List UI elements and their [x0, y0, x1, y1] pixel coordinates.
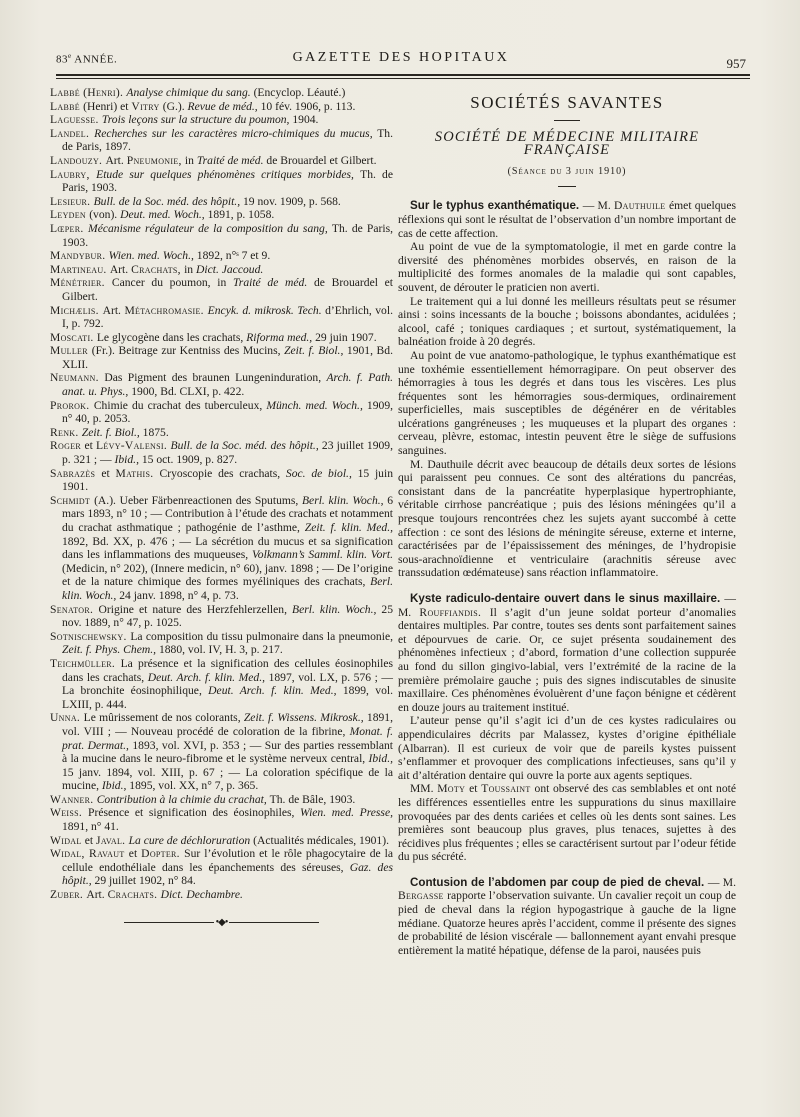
- text-run: Présence et signification des éosinophiles,: [88, 806, 301, 820]
- author-name: Widal: [50, 833, 85, 847]
- italic-text: Münch. med. Woch.,: [266, 398, 367, 412]
- text-run: (von).: [89, 208, 121, 222]
- bibliography-entry: [50, 426, 393, 440]
- text-run: (G.).: [162, 99, 188, 113]
- text-run: et: [128, 847, 142, 861]
- text-run: 1895, vol. XX, n° 7, p. 365.: [129, 779, 259, 793]
- text-run: Au point de vue anatomo-pathologique, le typhus exanthématique est une toxhémie essentiellement hémorragipare. On peut observer des hémorragies à tous les degrés et dans tous les viscères. Les plus fréquentes sont les hémorragies sous-dermiques, ordinairement superficielles, mais susceptibles de dégénérer en de véritables ulcérations gangréneuses ; les muqueuses et la plupart des organes : cerveau, plèvre, estomac, intestin peuvent être le siège de suffusions sanguines.: [398, 348, 736, 458]
- article-heading: Kyste radiculo-dentaire ouvert dans le sinus maxillaire.: [410, 592, 725, 605]
- author-name: Landouzy.: [50, 153, 106, 167]
- text-run: 23 juillet 1909, p. 321 ; —: [62, 439, 393, 467]
- italic-text: Wien. med. Presse,: [300, 806, 393, 820]
- year-word: ANNÉE.: [74, 53, 118, 66]
- italic-text: Ibid.,: [114, 453, 142, 467]
- text-run: 1891, p. 1058.: [207, 208, 275, 222]
- author-name: Weiss.: [50, 806, 89, 820]
- bibliography-entry: [50, 494, 393, 603]
- author-name: Moscati.: [50, 330, 97, 344]
- italic-text: Zeit. f. Wissens. Mikrosk.,: [243, 711, 367, 725]
- article-paragraph: [398, 458, 736, 580]
- end-ornament: •◆•: [50, 916, 393, 930]
- text-run: 1893, vol. XVI, p. 353 ; — Sur des parties ressemblant à la mucine dans le neuro-fibrome et le système nerveux central,: [62, 738, 394, 766]
- text-run: d’Ehrlich, vol. I, p. 792.: [62, 303, 393, 331]
- author-name: Laguesse.: [50, 113, 102, 127]
- article-paragraph: [398, 876, 736, 958]
- text-run: Le glycogène dans les crachats,: [96, 330, 247, 344]
- italic-text: Encyk. d. mikrosk. Tech.: [207, 303, 326, 317]
- section-rule: [554, 120, 580, 121]
- societes-column: [398, 86, 736, 957]
- article-paragraph: [398, 199, 736, 240]
- text-run: 1892, n°ˢ 7 et 9.: [196, 249, 271, 263]
- author-name: Unna.: [50, 711, 84, 725]
- text-run: 1892, Bd. XX, p. 476 ; — La sécrétion du mucus et sa signification dans les inflammations des muqueuses,: [62, 534, 393, 562]
- author-name: Prorok.: [50, 398, 94, 412]
- author-name: Senator.: [50, 602, 99, 616]
- text-run: 15 oct. 1909, p. 827.: [141, 453, 238, 467]
- text-run: Le mûrissement de nos colorants,: [83, 711, 244, 725]
- author-name: Dauthuile: [613, 199, 670, 213]
- author-name: Vitry: [131, 99, 163, 113]
- author-name: Crachats.: [107, 888, 161, 902]
- seance-rule: [558, 186, 576, 187]
- text-run: Th. de Paris, 1897.: [62, 126, 393, 154]
- text-run: 1899, vol. LXIII, p. 444.: [62, 684, 393, 711]
- italic-text: Zeit. f. Phys. Chem.,: [62, 643, 159, 657]
- italic-text: Gaz. des hôpit.,: [62, 860, 394, 888]
- italic-text: Ibid.,: [368, 752, 393, 766]
- text-run: Art.: [102, 303, 125, 317]
- text-run: rapporte l’observation suivante. Un cavalier reçoit un coup de pied de cheval dans la région hypogastrique à gauche de la ligne médiane. Quatorze heures après l’accident, comme il présente des signes de probabilité de lésion viscérale — ballonnement ayant envahi presque entièrement la matité hépatique, défense de la paroi, nausées puis: [398, 889, 736, 957]
- text-run: (Actualités médicales, 1901).: [253, 833, 389, 847]
- text-run: Cryoscopie des crachats,: [159, 466, 286, 480]
- italic-text: Ibid.,: [101, 779, 130, 793]
- bibliography-entry: [50, 371, 393, 398]
- text-run: 24 janv. 1898, n° 4, p. 73.: [119, 588, 239, 602]
- italic-text: La cure de déchloruration: [128, 833, 254, 847]
- author-name: Mandybur.: [50, 249, 109, 263]
- bibliography-entry: [50, 603, 393, 630]
- italic-text: Wien. med. Woch.,: [108, 249, 197, 263]
- italic-text: Revue de méd.,: [187, 99, 261, 113]
- article-paragraph: [398, 592, 736, 714]
- text-run: Th. de Bâle, 1903.: [269, 792, 356, 806]
- author-name: Widal, Ravaut: [50, 847, 129, 861]
- bibliography-entry: [50, 304, 393, 331]
- author-name: Bergasse: [398, 889, 448, 903]
- page-header: [56, 50, 746, 70]
- bibliography-entry: [50, 793, 393, 807]
- italic-text: Trois leçons sur la structure du poumon,: [101, 113, 293, 127]
- text-run: et: [101, 466, 116, 480]
- text-run: 29 juin 1907.: [315, 330, 377, 344]
- author-name: Muller: [50, 344, 92, 358]
- text-run: 10 fév. 1906, p. 113.: [260, 99, 356, 113]
- bibliography-entry: [50, 888, 393, 902]
- text-run: Sur l’évolution et le rôle phagocytaire de la cellule endothéliale dans les épanchements des séreuses,: [62, 847, 393, 874]
- section-title: SOCIÉTÉS SAVANTES: [470, 93, 664, 112]
- text-run: La composition du tissu pulmonaire dans la pneumonie,: [130, 629, 393, 643]
- bibliography-entry: [50, 630, 393, 657]
- author-name: Lesieur.: [50, 194, 94, 208]
- bibliography-entry: [50, 834, 393, 848]
- text-run: (Encyclop. Léauté.): [253, 86, 346, 99]
- author-name: Laubry,: [50, 167, 97, 181]
- text-run: émet quelques réflexions qui sont le résultat de l’observation d’un nombre important de cas de cette affection.: [398, 199, 736, 240]
- text-run: — M.: [398, 592, 736, 619]
- text-run: (Henri) et: [83, 99, 132, 113]
- article-paragraph: [398, 782, 736, 864]
- bibliography-entry: [50, 276, 393, 303]
- author-name: Leyden: [50, 208, 90, 222]
- author-name: Teichmüller.: [50, 656, 121, 670]
- author-name: Schmidt: [50, 493, 95, 507]
- author-name: Rouffiandis.: [419, 605, 490, 619]
- article-paragraph: [398, 295, 736, 349]
- text-run: 1880, vol. IV, H. 3, p. 217.: [158, 643, 283, 657]
- author-name: Zuber.: [50, 888, 87, 902]
- text-run: 15 juin 1901.: [62, 466, 393, 494]
- text-run: ont observé des cas semblables et ont noté les différences essentielles entre les suppurations du sinus maxillaire provoquées par des dents cariées et celles où les dents sont saines. Les premières sont beaucoup plus graves, plus tenaces, sujettes à des récidives plus fréquentes ; elles se caractérisent surtout par l’odeur fétide du pus sécrété.: [398, 782, 737, 864]
- author-name: Sabrazès: [50, 466, 102, 480]
- italic-text: Berl. klin. Woch.,: [62, 575, 393, 602]
- italic-text: Bull. de la Soc. méd. des hôpit.,: [170, 439, 322, 453]
- text-run: (A.). Ueber Färbenreactionen des Sputums,: [94, 493, 302, 507]
- italic-text: Zeit. f. klin. Med.,: [304, 521, 393, 534]
- italic-text: Berl. klin. Woch.,: [292, 602, 382, 616]
- bibliography-entry: [50, 711, 393, 793]
- text-run: — M.: [582, 199, 614, 213]
- article: [398, 199, 736, 580]
- text-run: et: [469, 782, 482, 796]
- article-heading: Sur le typhus exanthématique.: [410, 199, 583, 213]
- bibliography-entry: [50, 86, 393, 100]
- text-run: Art.: [86, 888, 108, 902]
- journal-title: GAZETTE DES HOPITAUX: [292, 50, 510, 65]
- text-run: L’auteur pense qu’il s’agit ici d’un de ces kystes radiculaires ou appendiculaires décrits par Malassez, kystes d’origine épithéliale (Albarran). Il est curieux de voir que de pareils kystes puissent s’enflammer et provoquer des complications infectieuses, sans qu’il y ait d’altération dentaire qui ouvre la porte aux agents septiques.: [398, 714, 736, 782]
- text-run: 1904.: [292, 113, 319, 127]
- author-name: Michælis.: [50, 303, 103, 317]
- author-name: Dopter.: [141, 847, 185, 861]
- italic-text: Recherches sur les caractères micro-chimiques du mucus,: [94, 126, 378, 140]
- text-run: Art.: [109, 262, 132, 276]
- bibliography-entry: [50, 439, 393, 466]
- text-run: (Medicin, n° 202), (Innere medicin, n° 60), janv. 1898 ; — De l’origine et de la nature chimique des formes myéliniques des crachats,: [62, 561, 393, 589]
- bibliography-entry: [50, 195, 393, 209]
- italic-text: Deut. med. Woch.,: [120, 208, 208, 222]
- text-run: et: [84, 439, 97, 453]
- text-run: 25 nov. 1889, n° 47, p. 1025.: [62, 602, 394, 630]
- text-run: et: [84, 833, 97, 847]
- text-run: 1900, Bd. CLXI, p. 422.: [131, 385, 245, 399]
- year-number: 83: [56, 53, 68, 66]
- italic-text: Traité de méd.: [233, 276, 314, 290]
- text-run: 6 mars 1893, n° 10 ; — Contribution à l’étude des crachats et notamment du crachat asthmatique ; pathogénie de l’asthme,: [62, 493, 393, 534]
- text-run: Das Pigment des braunen Lungeninduration,: [104, 371, 327, 385]
- author-name: Landel.: [50, 126, 95, 140]
- bibliography-entry: [50, 222, 393, 249]
- bibliography-entry: [50, 331, 393, 345]
- text-run: in: [184, 153, 197, 167]
- author-name: Ménétrier.: [50, 276, 112, 290]
- text-run: de Brouardel et Gilbert.: [62, 276, 394, 303]
- text-run: 1875.: [142, 425, 169, 439]
- italic-text: Analyse chimique du sang.: [126, 86, 254, 99]
- text-run: Origine et nature des Herzfehlerzellen,: [98, 602, 293, 616]
- text-run: Il s’agit d’un jeune soldat porteur d’anomalies dentaires multiples. Par contre, toutes ses dents sont parfaitement saines et dépourvues de carie. Or, ce sujet présenta soudainement des phénomènes infectieux ; d’abord, formation d’une collection suppurée au fond du sillon gingivo-labial, vers l’extrémité de la racine de la première prémolaire gauche ; puis des signes indiscutables de sinusite maxillaire. Ces phénomènes évoluèrent d’une façon bénigne et cédèrent en douze jours au traitement institué.: [398, 605, 736, 714]
- text-run: Le traitement qui a lui donné les meilleurs résultats peut se résumer ainsi : soins incessants de la bouche ; boissons abondantes, acidulées ; alcool, café ; toniques cardiaques ; et surtout, systématiquement, la balnéation froide à 20 degrés.: [398, 294, 736, 349]
- text-run: 15 janv. 1894, vol. XIII, p. 67 ; — La coloration spécifique de la mucine,: [62, 765, 393, 793]
- bibliography-entry: [50, 263, 393, 277]
- text-run: 1891, n° 41.: [62, 820, 119, 834]
- text-run: 1891, vol. VIII ; — Nouveau procédé de coloration de la fibrine,: [62, 711, 393, 738]
- bibliography-entry: [50, 467, 393, 494]
- article-paragraph: [398, 240, 736, 294]
- italic-text: Traité de méd.: [196, 153, 267, 167]
- bibliography-entry: [50, 100, 393, 114]
- article-paragraph: [398, 714, 736, 782]
- author-name: Martineau.: [50, 262, 110, 276]
- bibliography-entry: [50, 208, 393, 222]
- author-name: Lévy-Valensi.: [96, 439, 171, 453]
- text-run: de Brouardel et Gilbert.: [266, 153, 377, 167]
- text-run: 19 nov. 1909, p. 568.: [243, 194, 341, 208]
- society-name: SOCIÉTÉ DE MÉDECINE MILITAIRE FRANÇAISE: [434, 128, 700, 159]
- text-run: Cancer du poumon, in: [111, 276, 233, 290]
- text-run: (Fr.). Beitrage zur Kentniss des Mucins,: [91, 344, 285, 358]
- text-run: M. Dauthuile décrit avec beaucoup de détails deux sortes de lésions qui paraissent peu connues. Ce sont des altérations du pancréas, consistant dans de la pancréatite hyperplasique hypertrophiante, véritable cirrhose pancréatique ; puis des lésions méningées qu’il a presque toujours rencontrées chez les sujets ayant succombé à cette affection : ce sont des lésions de méningite séreuse, externe et interne, caractérisées par de l’épaississement des méninges, de l’hydropisie sous-arachnoïdienne et ventriculaire (arachnitis séreuse avec transsudation œdémateuse) sans réaction inflammatoire.: [398, 457, 736, 580]
- author-name: Neumann.: [50, 371, 105, 385]
- text-run: Au point de vue de la symptomatologie, il met en garde contre la diversité des phénomènes morbides observés, en raison de la multiplicité des formes anomales de la maladie qui sont capables, souvent, de dérouter le praticien non averti.: [398, 240, 736, 294]
- italic-text: Volkmann’s Samml. klin. Vort.: [252, 548, 393, 562]
- italic-text: Deut. Arch. f. klin. Med.,: [208, 684, 343, 698]
- article: [398, 876, 736, 958]
- author-name: Moty: [437, 782, 470, 796]
- author-name: Métachromasie.: [124, 303, 208, 317]
- article-heading: Contusion de l’abdomen par coup de pied de cheval.: [410, 875, 708, 889]
- seance-date: (Séance du 3 juin 1910): [507, 165, 627, 177]
- text-run: — M.: [707, 875, 736, 889]
- text-run: 29 juillet 1902, n° 84.: [94, 874, 196, 888]
- bibliography-entry: [50, 344, 393, 371]
- bibliography-entry: [50, 127, 393, 154]
- text-run: Art.: [105, 153, 127, 167]
- text-run: Th. de Paris, 1903.: [62, 167, 393, 195]
- text-run: Th. de Paris, 1903.: [62, 221, 394, 249]
- author-name: Crachats,: [131, 262, 185, 276]
- author-name: Javal.: [96, 833, 129, 847]
- italic-text: Soc. de biol.,: [285, 466, 358, 480]
- article: [398, 592, 736, 864]
- bibliography-entry: [50, 806, 393, 833]
- italic-text: Mécanisme régulateur de la composition du sang,: [88, 221, 332, 235]
- text-run: 1909, n° 40, p. 2053.: [62, 398, 394, 426]
- italic-text: Zeit. f. Biol.,: [81, 425, 143, 439]
- author-name: Renk.: [50, 425, 82, 439]
- italic-text: Berl. klin. Woch.,: [301, 493, 388, 507]
- author-name: Toussaint: [481, 782, 535, 796]
- bibliography-entry: [50, 657, 393, 711]
- italic-text: Monat. f. prat. Dermat.,: [62, 724, 394, 752]
- author-name: Lœper.: [50, 221, 89, 235]
- bibliography-entry: [50, 113, 393, 127]
- header-rule-thin: [56, 78, 750, 79]
- page-number: 957: [726, 56, 746, 71]
- year-superscript: e: [68, 52, 72, 60]
- text-run: Chimie du crachat des tuberculeux,: [93, 398, 267, 412]
- author-name: Labbé: [50, 99, 84, 113]
- bibliography-entry: [50, 154, 393, 168]
- italic-text: Bull. de la Soc. méd. des hôpit.,: [93, 194, 243, 208]
- article-paragraph: [398, 349, 736, 458]
- text-run: 1901, Bd. XLII.: [62, 344, 393, 371]
- italic-text: Riforma med.,: [246, 330, 316, 344]
- italic-text: Zeit. f. Biol.,: [284, 344, 347, 358]
- italic-text: Arch. f. Path. anat. u. Phys.,: [62, 371, 394, 399]
- italic-text: Dict. Dechambre.: [160, 888, 243, 902]
- italic-text: Deut. Arch. f. klin. Med.,: [147, 670, 269, 684]
- author-name: Labbé (Henri).: [50, 86, 127, 99]
- bibliography-entry: [50, 249, 393, 263]
- text-run: 1897, vol. LX, p. 576 ; — La bronchite éosinophilique,: [62, 670, 393, 698]
- bibliography-column: [50, 86, 393, 929]
- bibliography-list: [50, 86, 393, 902]
- author-name: Pneumonie,: [126, 153, 185, 167]
- bibliography-entry: [50, 847, 393, 888]
- author-name: Sotnischewsky.: [50, 629, 131, 643]
- author-name: Roger: [50, 439, 85, 453]
- text-run: La présence et la signification des cellules éosinophiles dans les crachats,: [62, 656, 393, 684]
- italic-text: Dict. Jaccoud.: [195, 262, 264, 276]
- bibliography-entry: [50, 168, 393, 195]
- author-name: Mathis.: [115, 466, 160, 480]
- italic-text: Contribution à la chimie du crachat,: [96, 792, 270, 806]
- author-name: Wanner.: [50, 792, 97, 806]
- header-rule-thick: [56, 74, 750, 76]
- italic-text: Etude sur quelques phénomènes critiques morbides,: [96, 167, 361, 181]
- text-run: in: [184, 262, 196, 276]
- articles: [398, 199, 736, 957]
- bibliography-entry: [50, 399, 393, 426]
- text-run: MM.: [410, 782, 438, 796]
